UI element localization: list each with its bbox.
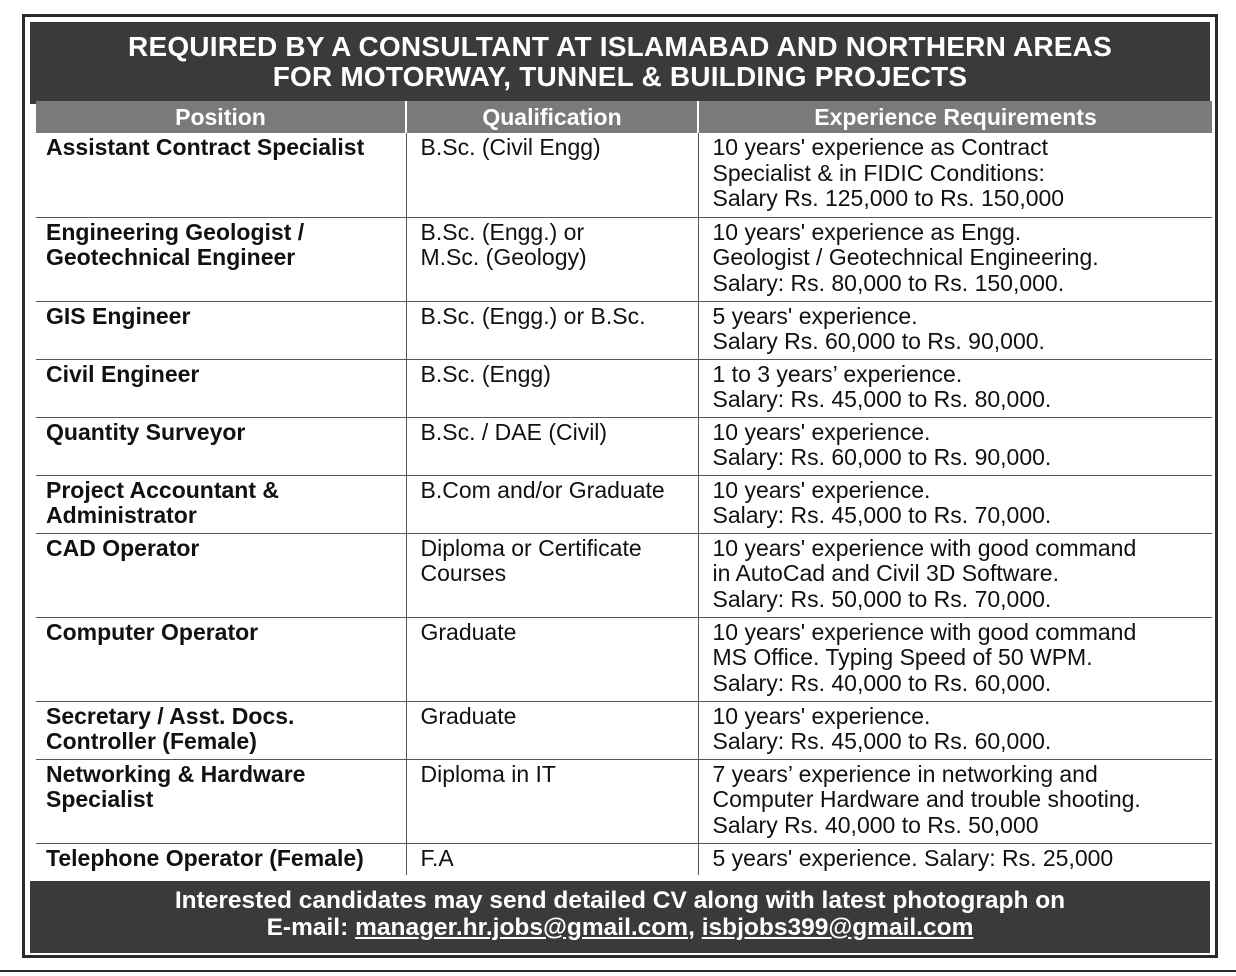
position-cell-line: Engineering Geologist / — [46, 218, 305, 245]
table-row — [36, 533, 1212, 617]
qualification-cell-line: Diploma in IT — [420, 760, 556, 787]
experience-cell — [698, 359, 1212, 417]
qualification-cell — [406, 133, 698, 217]
experience-cell-line: 10 years' experience as Contract — [712, 134, 1049, 160]
experience-cell-line: 10 years' experience. — [712, 476, 931, 503]
experience-cell-line: 7 years’ experience in networking and — [712, 760, 1098, 787]
position-cell-line: Assistant Contract Specialist — [46, 134, 365, 160]
position-cell-line: Controller (Female) — [46, 728, 257, 754]
footer-line-1: Interested candidates may send detailed CV along with latest photograph on — [174, 887, 1066, 914]
experience-cell-line: MS Office. Typing Speed of 50 WPM. — [712, 644, 1093, 670]
experience-cell-line: Salary: Rs. 45,000 to Rs. 70,000. — [712, 502, 1052, 528]
qualification-cell — [406, 759, 698, 843]
qualification-cell-line: B.Sc. (Engg.) or — [420, 218, 585, 245]
qualification-cell-line: Graduate — [420, 618, 517, 645]
qualification-cell-line: B.Com and/or Graduate — [420, 476, 665, 503]
table-body — [36, 133, 1212, 875]
experience-cell-line: Salary: Rs. 40,000 to Rs. 60,000. — [712, 669, 1052, 696]
qualification-cell-line: B.Sc. (Engg) — [420, 360, 551, 387]
experience-cell — [698, 475, 1212, 533]
bottom-rule — [0, 970, 1236, 972]
position-cell-line: Networking & Hardware — [46, 760, 306, 787]
experience-cell-line: 10 years' experience. — [712, 418, 931, 445]
qualification-cell-line: Graduate — [420, 702, 517, 729]
column-header-qualification: Qualification — [406, 101, 698, 133]
position-cell — [36, 301, 406, 359]
position-cell — [36, 217, 406, 301]
position-cell-line: Civil Engineer — [46, 360, 200, 387]
column-header-experience: Experience Requirements — [698, 101, 1212, 133]
experience-cell-line: 5 years' experience. Salary: Rs. 25,000 — [712, 844, 1114, 871]
position-cell-line: Quantity Surveyor — [46, 418, 246, 445]
table-row — [36, 759, 1212, 843]
experience-cell-line: Salary Rs. 60,000 to Rs. 90,000. — [712, 328, 1045, 354]
experience-cell-line: Salary Rs. 40,000 to Rs. 50,000 — [712, 811, 1039, 838]
experience-cell-line: Specialist & in FIDIC Conditions: — [712, 159, 1045, 186]
experience-cell-line: Salary: Rs. 60,000 to Rs. 90,000. — [712, 444, 1052, 470]
qualification-cell — [406, 301, 698, 359]
qualification-cell — [406, 359, 698, 417]
table-row — [36, 301, 1212, 359]
experience-cell — [698, 217, 1212, 301]
qualification-cell-line: B.Sc. / DAE (Civil) — [420, 418, 608, 445]
experience-cell-line: 1 to 3 years’ experience. — [712, 360, 963, 387]
position-cell-line: CAD Operator — [46, 534, 200, 561]
job-advertisement — [22, 14, 1218, 958]
positions-table — [36, 101, 1212, 875]
experience-cell — [698, 617, 1212, 701]
experience-cell-line: Geologist / Geotechnical Engineering. — [712, 244, 1099, 270]
experience-cell — [698, 843, 1212, 875]
table-row — [36, 359, 1212, 417]
experience-cell-line: Salary: Rs. 50,000 to Rs. 70,000. — [712, 585, 1052, 612]
qualification-cell — [406, 843, 698, 875]
email-separator: , — [688, 914, 695, 941]
email-link-1[interactable]: manager.hr.jobs@gmail.com — [355, 914, 689, 941]
experience-cell — [698, 701, 1212, 759]
position-cell-line: Secretary / Asst. Docs. — [46, 702, 295, 729]
table-row — [36, 133, 1212, 217]
table-row — [36, 701, 1212, 759]
header-line-2: FOR MOTORWAY, TUNNEL & BUILDING PROJECTS — [272, 61, 968, 92]
qualification-cell-line: M.Sc. (Geology) — [420, 244, 587, 270]
experience-cell-line: 10 years' experience with good command — [712, 618, 1137, 645]
experience-cell — [698, 133, 1212, 217]
experience-cell-line: Computer Hardware and trouble shooting. — [712, 786, 1141, 812]
email-label: E-mail: — [266, 914, 349, 941]
qualification-cell — [406, 701, 698, 759]
qualification-cell-line: F.A — [420, 844, 454, 871]
experience-cell — [698, 759, 1212, 843]
table-header-row — [36, 101, 1212, 133]
qualification-cell-line: B.Sc. (Civil Engg) — [420, 134, 601, 160]
position-cell — [36, 533, 406, 617]
position-cell-line: Specialist — [46, 786, 154, 812]
experience-cell — [698, 417, 1212, 475]
table-row — [36, 475, 1212, 533]
position-cell-line: Geotechnical Engineer — [46, 244, 296, 270]
experience-cell — [698, 533, 1212, 617]
position-cell — [36, 133, 406, 217]
qualification-cell — [406, 617, 698, 701]
position-cell-line: Computer Operator — [46, 618, 259, 645]
experience-cell-line: 10 years' experience with good command — [712, 534, 1137, 561]
position-cell-line: Telephone Operator (Female) — [46, 844, 364, 871]
position-cell-line: Administrator — [46, 502, 197, 528]
experience-cell-line: 5 years' experience. — [712, 302, 918, 329]
position-cell — [36, 759, 406, 843]
qualification-cell-line: B.Sc. (Engg.) or B.Sc. — [420, 302, 646, 329]
experience-cell-line: 10 years' experience. — [712, 702, 931, 729]
table-row — [36, 417, 1212, 475]
qualification-cell — [406, 475, 698, 533]
email-link-2[interactable]: isbjobs399@gmail.com — [701, 914, 974, 941]
position-cell — [36, 359, 406, 417]
footer-line-2 — [30, 914, 1210, 941]
column-header-position: Position — [36, 101, 406, 133]
position-cell-line: Project Accountant & — [46, 476, 280, 503]
position-cell — [36, 475, 406, 533]
qualification-cell-line: Diploma or Certificate — [420, 534, 642, 561]
position-cell — [36, 417, 406, 475]
position-cell — [36, 701, 406, 759]
experience-cell-line: in AutoCad and Civil 3D Software. — [712, 560, 1059, 586]
position-cell — [36, 843, 406, 875]
header-line-1: REQUIRED BY A CONSULTANT AT ISLAMABAD AND NORTHERN AREAS — [128, 31, 1112, 62]
position-cell-line: GIS Engineer — [46, 302, 191, 329]
qualification-cell-line: Courses — [420, 560, 507, 586]
experience-cell-line: Salary: Rs. 45,000 to Rs. 80,000. — [712, 386, 1052, 412]
table-row — [36, 617, 1212, 701]
experience-cell-line: Salary: Rs. 45,000 to Rs. 60,000. — [712, 728, 1052, 754]
qualification-cell — [406, 533, 698, 617]
ad-header — [30, 22, 1210, 104]
experience-cell — [698, 301, 1212, 359]
qualification-cell — [406, 217, 698, 301]
table-row — [36, 217, 1212, 301]
qualification-cell — [406, 417, 698, 475]
ad-footer — [30, 881, 1210, 953]
experience-cell-line: 10 years' experience as Engg. — [712, 218, 1022, 245]
position-cell — [36, 617, 406, 701]
experience-cell-line: Salary Rs. 125,000 to Rs. 150,000 — [712, 185, 1065, 211]
experience-cell-line: Salary: Rs. 80,000 to Rs. 150,000. — [712, 269, 1065, 296]
table-row — [36, 843, 1212, 875]
